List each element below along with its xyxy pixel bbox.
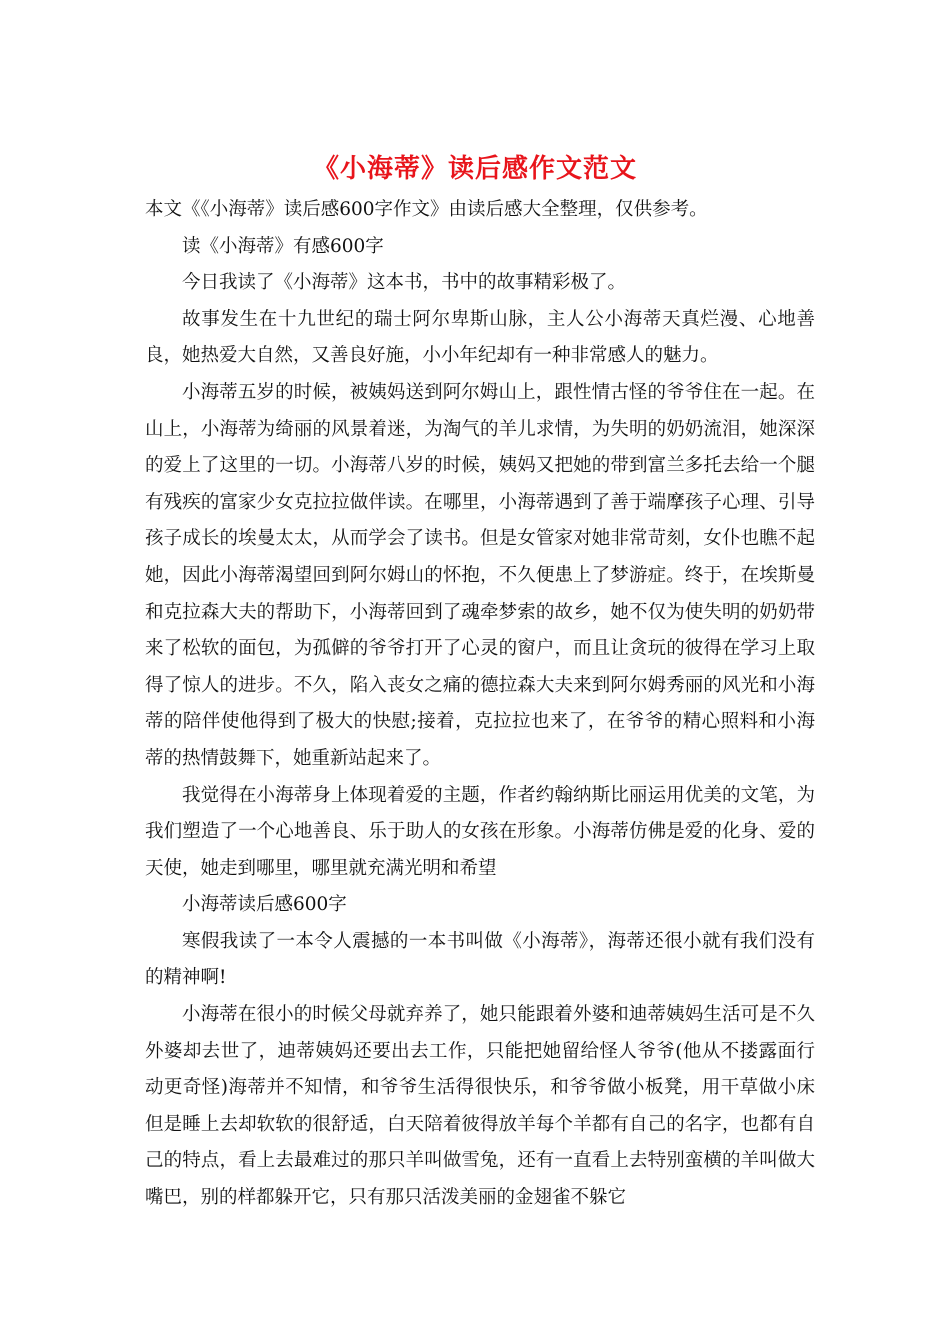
body-paragraph: 小海蒂五岁的时候，被姨妈送到阿尔姆山上，跟性情古怪的爷爷住在一起。在山上，小海蒂为绮丽的风景着迷，为淘气的羊儿求情，为失明的奶奶流泪，她深深的爱上了这里的一切。小海蒂八岁的时候，姨妈又把她的带到富兰多托去给一个腿有残疾的富家少女克拉拉做伴读。在哪里，小海蒂遇到了善于端摩孩子心理、引导孩子成长的埃曼太太，从而学会了读书。但是女管家对她非常苛刻，女仆也瞧不起她，因此小海蒂渴望回到阿尔姆山的怀抱，不久便患上了梦游症。终于，在埃斯曼和克拉森大夫的帮助下，小海蒂回到了魂牵梦索的故乡，她不仅为使失明的奶奶带来了松软的面包，为孤僻的爷爷打开了心灵的窗户，而且让贪玩的彼得在学习上取得了惊人的进步。不久，陷入丧女之痛的德拉森大夫来到阿尔姆秀丽的风光和小海蒂的陪伴使他得到了极大的快慰;接着，克拉拉也来了，在爷爷的精心照料和小海蒂的热情鼓舞下，她重新站起来了。 bbox=[145, 381, 815, 769]
section-heading: 读《小海蒂》有感600字 bbox=[182, 235, 384, 257]
body-paragraph: 我觉得在小海蒂身上体现着爱的主题，作者约翰纳斯比丽运用优美的文笔，为我们塑造了一个心地善良、乐于助人的女孩在形象。小海蒂仿佛是爱的化身、爱的天使，她走到哪里，哪里就充满光明和希望 bbox=[145, 784, 815, 879]
body-paragraph: 今日我读了《小海蒂》这本书，书中的故事精彩极了。 bbox=[182, 272, 627, 294]
document-body bbox=[145, 192, 815, 1217]
body-paragraph: 故事发生在十九世纪的瑞士阿尔卑斯山脉，主人公小海蒂天真烂漫、心地善良，她热爱大自然，又善良好施，小小年纪却有一种非常感人的魅力。 bbox=[145, 308, 815, 367]
body-paragraph: 寒假我读了一本令人震撼的一本书叫做《小海蒂》，海蒂还很小就有我们没有的精神啊! bbox=[145, 930, 815, 989]
body-paragraph: 小海蒂在很小的时候父母就弃养了，她只能跟着外婆和迪蒂姨妈生活可是不久外婆却去世了，迪蒂姨妈还要出去工作，只能把她留给怪人爷爷(他从不搂露面行动更奇怪)海蒂并不知情，和爷爷生活得很快乐，和爷爷做小板凳，用干草做小床但是睡上去却软软的很舒适，白天陪着彼得放羊每个羊都有自己的名字，也都有自己的特点，看上去最难过的那只羊叫做雪兔，还有一直看上去特别蛮横的羊叫做大嘴巴，别的样都躲开它，只有那只活泼美丽的金翅雀不躲它 bbox=[145, 1004, 815, 1209]
intro-paragraph: 本文《《小海蒂》读后感600字作文》由读后感大全整理，仅供参考。 bbox=[145, 199, 708, 220]
section-heading: 小海蒂读后感600字 bbox=[182, 894, 347, 916]
document-title: 《小海蒂》读后感作文范文 bbox=[312, 154, 637, 184]
